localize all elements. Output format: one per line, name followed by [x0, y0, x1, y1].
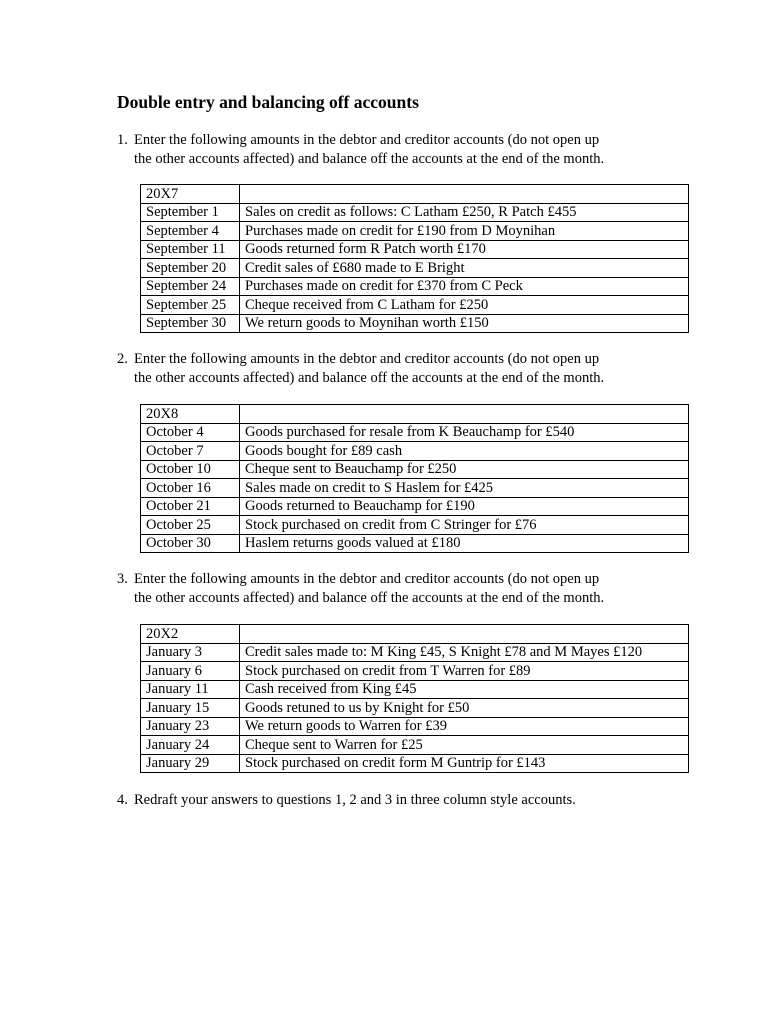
date-cell: January 29 [141, 754, 240, 773]
description-cell: Stock purchased on credit from C Stringer for £76 [240, 516, 689, 535]
table-row [141, 296, 689, 315]
table-row [141, 680, 689, 699]
question-number: 1. [117, 132, 128, 148]
transactions-table-20x2 [140, 624, 689, 773]
year-cell: 20X8 [141, 405, 240, 424]
description-cell: Cheque received from C Latham for £250 [240, 296, 689, 315]
transactions-table-20x7 [140, 184, 689, 333]
table-row [141, 240, 689, 259]
description-cell: We return goods to Moynihan worth £150 [240, 314, 689, 333]
date-cell: January 15 [141, 699, 240, 718]
date-cell: October 30 [141, 534, 240, 553]
date-cell: October 4 [141, 423, 240, 442]
table-row [141, 222, 689, 241]
year-cell: 20X7 [141, 185, 240, 204]
question-text [134, 570, 674, 608]
year-cell: 20X2 [141, 625, 240, 644]
question-line: the other accounts affected) and balance off the accounts at the end of the month. [134, 590, 605, 606]
table-header-row [141, 185, 689, 204]
date-cell: September 30 [141, 314, 240, 333]
table-row [141, 662, 689, 681]
header-blank-cell [240, 185, 689, 204]
table-row [141, 460, 689, 479]
description-cell: Cheque sent to Beauchamp for £250 [240, 460, 689, 479]
date-cell: January 3 [141, 643, 240, 662]
description-cell: Purchases made on credit for £370 from C Peck [240, 277, 689, 296]
date-cell: October 25 [141, 516, 240, 535]
date-cell: October 21 [141, 497, 240, 516]
table-header-row [141, 405, 689, 424]
date-cell: September 20 [141, 259, 240, 278]
date-cell: September 11 [141, 240, 240, 259]
description-cell: Haslem returns goods valued at £180 [240, 534, 689, 553]
description-cell: Goods retuned to us by Knight for £50 [240, 699, 689, 718]
header-blank-cell [240, 625, 689, 644]
question-number: 4. [117, 792, 128, 808]
description-cell: Goods returned to Beauchamp for £190 [240, 497, 689, 516]
table-row [141, 479, 689, 498]
table-row [141, 699, 689, 718]
date-cell: September 1 [141, 203, 240, 222]
date-cell: January 23 [141, 717, 240, 736]
question-line: Redraft your answers to questions 1, 2 and 3 in three column style accounts. [134, 792, 576, 808]
table-row [141, 736, 689, 755]
date-cell: January 24 [141, 736, 240, 755]
description-cell: Stock purchased on credit form M Guntrip for £143 [240, 754, 689, 773]
table-row [141, 259, 689, 278]
table-row [141, 277, 689, 296]
description-cell: Goods purchased for resale from K Beauchamp for £540 [240, 423, 689, 442]
description-cell: Goods bought for £89 cash [240, 442, 689, 461]
date-cell: January 6 [141, 662, 240, 681]
question-text [134, 131, 674, 169]
date-cell: September 24 [141, 277, 240, 296]
date-cell: October 16 [141, 479, 240, 498]
description-cell: We return goods to Warren for £39 [240, 717, 689, 736]
date-cell: October 7 [141, 442, 240, 461]
question-number: 2. [117, 351, 128, 367]
page-title: Double entry and balancing off accounts [117, 92, 419, 112]
table-row [141, 516, 689, 535]
date-cell: September 25 [141, 296, 240, 315]
table-row [141, 442, 689, 461]
table-row [141, 717, 689, 736]
question-line: the other accounts affected) and balance off the accounts at the end of the month. [134, 151, 605, 167]
table-row [141, 497, 689, 516]
description-cell: Credit sales of £680 made to E Bright [240, 259, 689, 278]
question-number: 3. [117, 571, 128, 587]
description-cell: Credit sales made to: M King £45, S Knight £78 and M Mayes £120 [240, 643, 689, 662]
question-line: Enter the following amounts in the debtor and creditor accounts (do not open up [134, 351, 600, 367]
description-cell: Sales on credit as follows: C Latham £250, R Patch £455 [240, 203, 689, 222]
question-line: Enter the following amounts in the debtor and creditor accounts (do not open up [134, 571, 600, 587]
description-cell: Cheque sent to Warren for £25 [240, 736, 689, 755]
description-cell: Stock purchased on credit from T Warren for £89 [240, 662, 689, 681]
table-header-row [141, 625, 689, 644]
description-cell: Purchases made on credit for £190 from D Moynihan [240, 222, 689, 241]
table-row [141, 314, 689, 333]
date-cell: January 11 [141, 680, 240, 699]
date-cell: September 4 [141, 222, 240, 241]
table-row [141, 423, 689, 442]
question-line: Enter the following amounts in the debtor and creditor accounts (do not open up [134, 132, 600, 148]
question-text [134, 350, 674, 388]
description-cell: Sales made on credit to S Haslem for £425 [240, 479, 689, 498]
date-cell: October 10 [141, 460, 240, 479]
transactions-table-20x8 [140, 404, 689, 553]
table-row [141, 643, 689, 662]
question-text [134, 791, 674, 810]
table-row [141, 534, 689, 553]
table-row [141, 754, 689, 773]
table-row [141, 203, 689, 222]
description-cell: Cash received from King £45 [240, 680, 689, 699]
question-line: the other accounts affected) and balance off the accounts at the end of the month. [134, 370, 605, 386]
header-blank-cell [240, 405, 689, 424]
description-cell: Goods returned form R Patch worth £170 [240, 240, 689, 259]
